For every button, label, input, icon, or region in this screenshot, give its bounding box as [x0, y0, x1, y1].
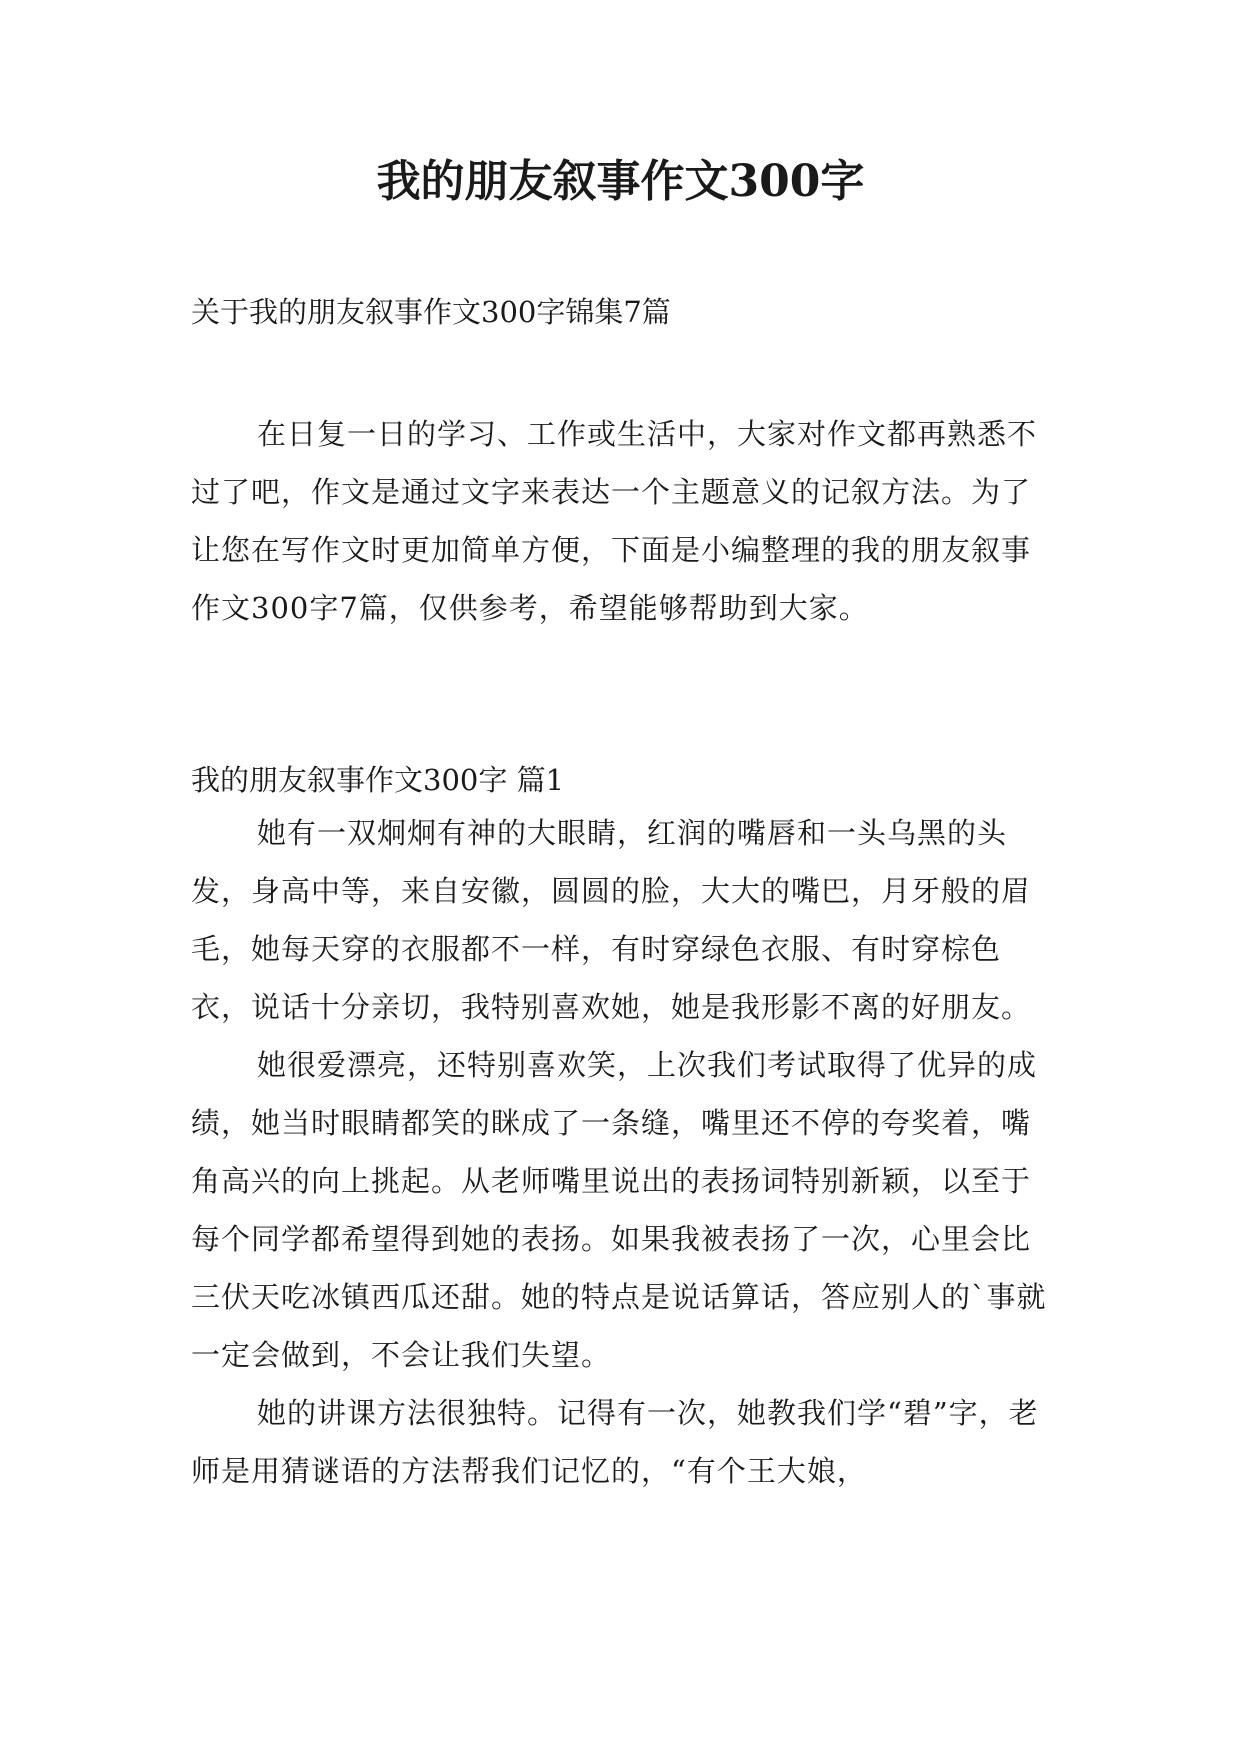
section-body [191, 804, 1051, 1500]
body-paragraph: 她的讲课方法很独特。记得有一次，她教我们学“碧”字，老师是用猜谜语的方法帮我们记忆的，“有个王大娘， [191, 1396, 1039, 1488]
intro-block [191, 405, 1051, 637]
document-subtitle: 关于我的朋友叙事作文300字锦集7篇 [191, 295, 671, 329]
section-heading: 我的朋友叙事作文300字 篇1 [191, 763, 565, 797]
body-paragraph: 她有一双炯炯有神的大眼睛，红润的嘴唇和一头乌黑的头发，身高中等，来自安徽，圆圆的脸，大大的嘴巴，月牙般的眉毛，她每天穿的衣服都不一样，有时穿绿色衣服、有时穿棕色衣，说话十分亲切，我特别喜欢她，她是我形影不离的好朋友。 [191, 816, 1032, 1024]
intro-paragraph: 在日复一日的学习、工作或生活中，大家对作文都再熟悉不过了吧，作文是通过文字来表达一个主题意义的记叙方法。为了让您在写作文时更加简单方便，下面是小编整理的我的朋友叙事作文300字7篇，仅供参考，希望能够帮助到大家。 [191, 417, 1038, 625]
document-title: 我的朋友叙事作文300字 [376, 156, 865, 207]
body-paragraph: 她很爱漂亮，还特别喜欢笑，上次我们考试取得了优异的成绩，她当时眼睛都笑的眯成了一条缝，嘴里还不停的夸奖着，嘴角高兴的向上挑起。从老师嘴里说出的表扬词特别新颖，以至于每个同学都希望得到她的表扬。如果我被表扬了一次，心里会比三伏天吃冰镇西瓜还甜。她的特点是说话算话，答应别人的`事就一定会做到，不会让我们失望。 [191, 1048, 1047, 1372]
